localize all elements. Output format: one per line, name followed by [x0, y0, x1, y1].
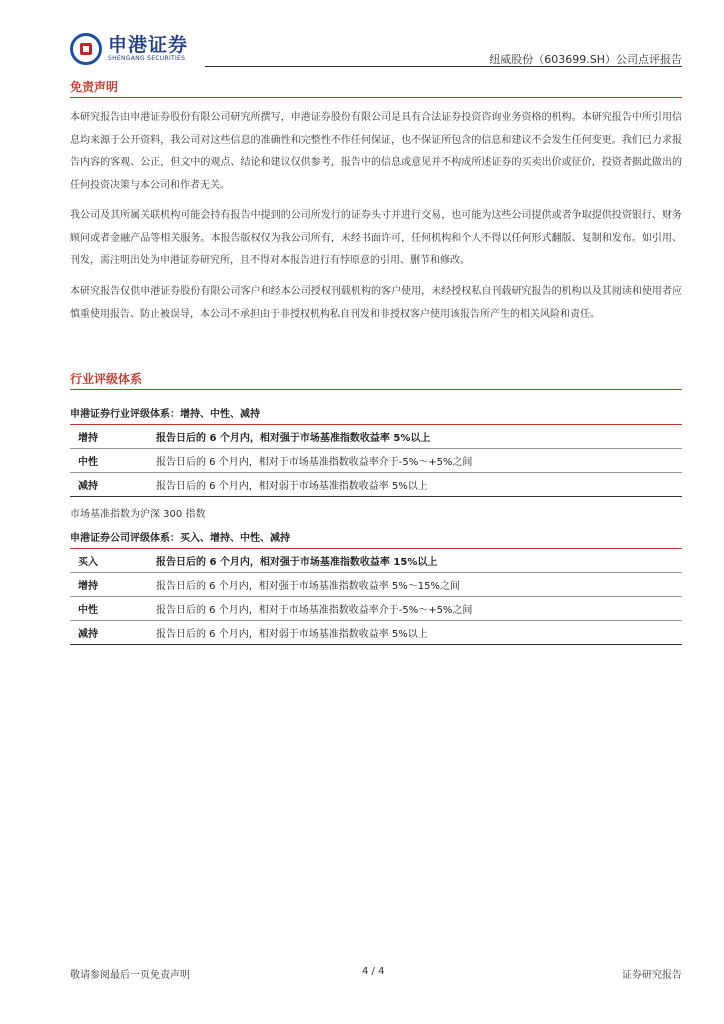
logo-icon	[70, 33, 102, 65]
disclaimer-paragraph-2: 我公司及其所属关联机构可能会持有报告中提到的公司所发行的证券头寸并进行交易，也可能为这些公司提供或者争取提供投资银行、财务顾问或者金融产品等相关服务。本报告版权仅为我公司所有，未经书面许可，任何机构和个人不得以任何形式翻版、复制和发布。如引用、刊发，需注明出处为申港证券研究所，且不得对本报告进行有悖原意的引用、删节和修改。	[70, 210, 682, 266]
table-row	[70, 425, 682, 449]
rating-name: 买入	[70, 549, 148, 573]
footer-disclaimer-note: 敬请参阅最后一页免责声明	[70, 970, 190, 981]
rating-name: 增持	[70, 573, 148, 597]
page-number: 4 / 4	[362, 966, 385, 977]
rating-name: 中性	[70, 597, 148, 621]
industry-rating-label: 申港证券行业评级体系：增持、中性、减持	[70, 409, 260, 420]
rating-name: 减持	[70, 473, 148, 497]
industry-rating-table	[70, 424, 682, 497]
rating-desc: 报告日后的 6 个月内，相对弱于市场基准指数收益率 5%以上	[148, 473, 682, 497]
rating-system-title-rule	[70, 389, 682, 390]
table-row	[70, 621, 682, 645]
table-row	[70, 597, 682, 621]
rating-desc: 报告日后的 6 个月内，相对强于市场基准指数收益率 15%以上	[148, 549, 682, 573]
footer-report-type: 证券研究报告	[622, 970, 682, 981]
rating-name: 中性	[70, 449, 148, 473]
table-row	[70, 573, 682, 597]
company-logo	[70, 33, 188, 65]
header-divider	[205, 66, 682, 67]
disclaimer-paragraph-1: 本研究报告由申港证券股份有限公司研究所撰写，申港证券股份有限公司是具有合法证券投资咨询业务资格的机构。本研究报告中所引用信息均来源于公开资料，我公司对这些信息的准确性和完整性不作任何保证，也不保证所包含的信息和建议不会发生任何变更。我们已力求报告内容的客观、公正，但文中的观点、结论和建议仅供参考，报告中的信息或意见并不构成所述证券的买卖出价或征价，投资者据此做出的任何投资决策与本公司和作者无关。	[70, 112, 682, 191]
rating-system-title: 行业评级体系	[70, 372, 143, 386]
disclaimer-paragraph-3: 本研究报告仅供申港证券股份有限公司客户和经本公司授权刊载机构的客户使用，未经授权私自刊载研究报告的机构以及其阅读和使用者应慎重使用报告、防止被误导，本公司不承担由于非授权机构私自刊发和非授权客户使用该报告所产生的相关风险和责任。	[70, 286, 682, 320]
company-rating-table	[70, 548, 682, 645]
table-row	[70, 449, 682, 473]
rating-desc: 报告日后的 6 个月内，相对强于市场基准指数收益率 5%以上	[148, 425, 682, 449]
rating-desc: 报告日后的 6 个月内，相对于市场基准指数收益率介于-5%～+5%之间	[148, 597, 682, 621]
company-rating-label: 申港证券公司评级体系：买入、增持、中性、减持	[70, 533, 290, 544]
benchmark-note: 市场基准指数为沪深 300 指数	[70, 509, 206, 520]
logo-name-cn: 申港证券	[108, 34, 189, 56]
rating-desc: 报告日后的 6 个月内，相对于市场基准指数收益率介于-5%～+5%之间	[148, 449, 682, 473]
rating-desc: 报告日后的 6 个月内，相对弱于市场基准指数收益率 5%以上	[148, 621, 682, 645]
disclaimer-title-rule	[70, 97, 682, 98]
rating-name: 减持	[70, 621, 148, 645]
table-row	[70, 473, 682, 497]
rating-name: 增持	[70, 425, 148, 449]
report-title: 纽威股份（603699.SH）公司点评报告	[489, 53, 682, 66]
logo-name-en: SHENGANG SECURITIES	[108, 55, 186, 62]
rating-desc: 报告日后的 6 个月内，相对强于市场基准指数收益率 5%～15%之间	[148, 573, 682, 597]
table-row	[70, 549, 682, 573]
disclaimer-title: 免责声明	[70, 80, 119, 94]
